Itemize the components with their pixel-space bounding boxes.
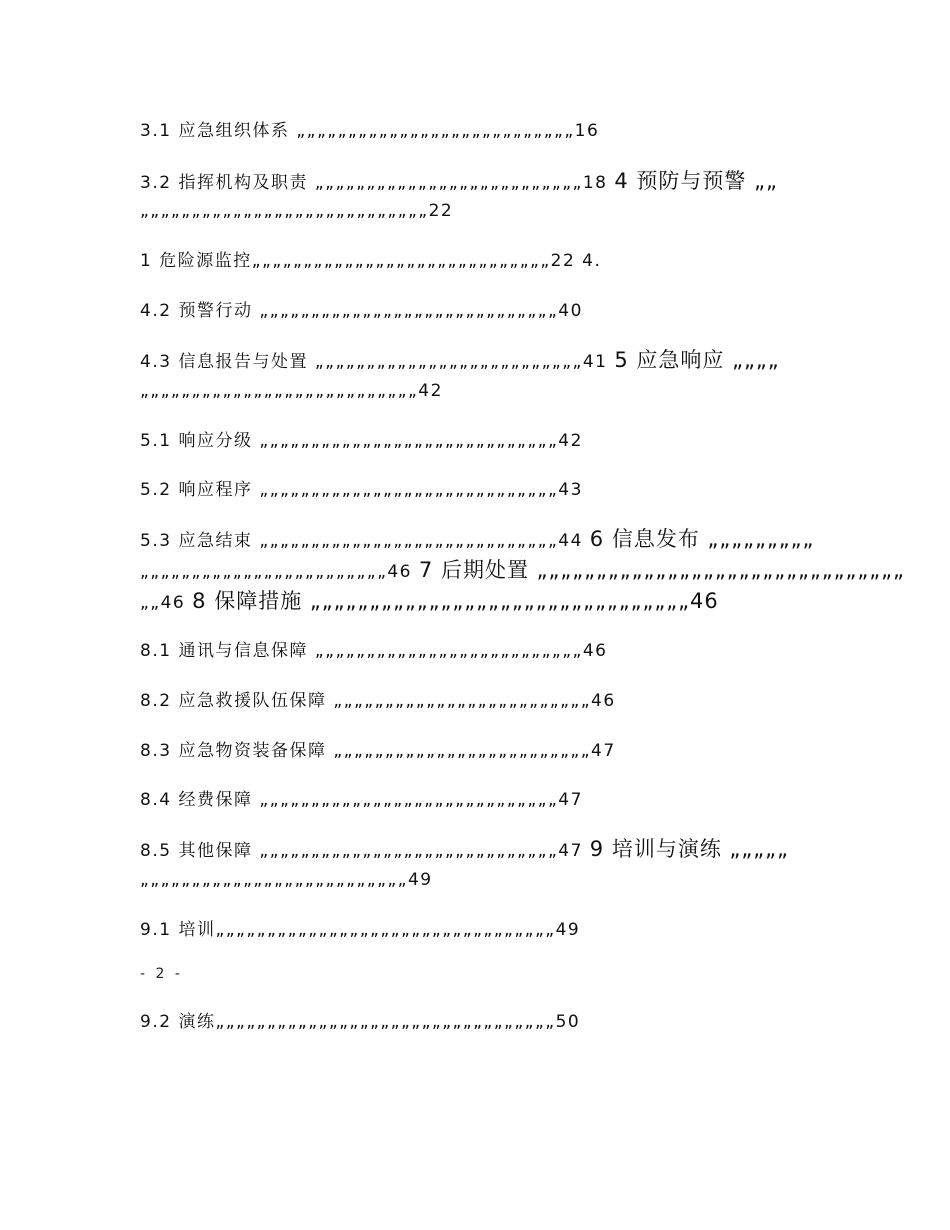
toc-entry-5-2 <box>140 479 820 501</box>
toc-entry-3-2-continued <box>140 200 820 222</box>
toc-entry-9-2 <box>140 1011 820 1033</box>
toc-entry-text: 3.2 指挥机构及职责 „„„„„„„„„„„„„„„„„„„„„„„„„„18 <box>140 173 615 193</box>
toc-chapter-heading: 9 培训与演练 „„„„„ <box>589 837 789 861</box>
toc-entry-text: „„„„„„„„„„„„„„„„„„„„„„„„„„„„22 <box>140 201 454 221</box>
toc-entry-8-2 <box>140 690 820 712</box>
toc-entry-8-5 <box>140 838 820 862</box>
toc-entry-text: 8.5 其他保障 „„„„„„„„„„„„„„„„„„„„„„„„„„„„„47 <box>140 841 590 861</box>
toc-entry-3-1 <box>140 120 820 142</box>
toc-entry-text: 4.3 信息报告与处置 „„„„„„„„„„„„„„„„„„„„„„„„„„41 <box>140 352 615 372</box>
toc-chapter-heading: 5 应急响应 „„„„ <box>614 348 780 372</box>
toc-chapter-heading: 7 后期处置 „„„„„„„„„„„„„„„„„„„„„„„„„„„„„„„ <box>418 558 905 582</box>
toc-entry-text: 8.2 应急救援队伍保障 „„„„„„„„„„„„„„„„„„„„„„„„„46 <box>140 691 616 711</box>
toc-entry-5-3 <box>140 528 820 552</box>
toc-entry-6-continued <box>140 558 905 583</box>
toc-entry-text: 8.3 应急物资装备保障 „„„„„„„„„„„„„„„„„„„„„„„„„47 <box>140 741 616 761</box>
toc-entry-8-1 <box>140 640 820 662</box>
toc-entry-text: 8.1 通讯与信息保障 „„„„„„„„„„„„„„„„„„„„„„„„„„46 <box>140 641 608 661</box>
toc-entry-text: 8.4 经费保障 „„„„„„„„„„„„„„„„„„„„„„„„„„„„„47 <box>140 790 583 810</box>
toc-chapter-heading: 6 信息发布 „„„„„„„„„ <box>589 527 815 551</box>
toc-entry-5-1 <box>140 430 820 452</box>
toc-entry-4-3 <box>140 349 820 373</box>
toc-chapter-heading: 4 预防与预警 „„ <box>614 169 778 193</box>
toc-entry-text: 9.2 演练„„„„„„„„„„„„„„„„„„„„„„„„„„„„„„„„„50 <box>140 1012 581 1032</box>
toc-entry-4-3-continued <box>140 380 820 402</box>
toc-entry-text: 5.1 响应分级 „„„„„„„„„„„„„„„„„„„„„„„„„„„„„42 <box>140 431 583 451</box>
toc-entry-text: 9.1 培训„„„„„„„„„„„„„„„„„„„„„„„„„„„„„„„„„49 <box>140 920 581 940</box>
toc-entry-4-2 <box>140 300 820 322</box>
toc-entry-7-continued <box>140 590 820 614</box>
toc-entry-4-1 <box>140 250 820 272</box>
toc-entry-8-3 <box>140 740 820 762</box>
toc-entry-text: „„46 <box>140 593 193 613</box>
toc-entry-text: 4.2 预警行动 „„„„„„„„„„„„„„„„„„„„„„„„„„„„„40 <box>140 301 583 321</box>
toc-chapter-heading: 8 保障措施 „„„„„„„„„„„„„„„„„„„„„„„„„„„„„„„„46 <box>192 589 719 613</box>
toc-entry-9-continued <box>140 869 820 891</box>
toc-entry-text: 5.3 应急结束 „„„„„„„„„„„„„„„„„„„„„„„„„„„„„44 <box>140 531 590 551</box>
toc-entry-8-4 <box>140 789 820 811</box>
page-number: - 2 - <box>140 966 183 982</box>
toc-entry-text: „„„„„„„„„„„„„„„„„„„„„„„„„„49 <box>140 870 433 890</box>
toc-entry-text: 1 危险源监控„„„„„„„„„„„„„„„„„„„„„„„„„„„„„22 4. <box>140 251 602 271</box>
toc-entry-3-2 <box>140 170 820 194</box>
toc-entry-9-1 <box>140 919 820 941</box>
toc-entry-text: „„„„„„„„„„„„„„„„„„„„„„„„46 <box>140 562 419 582</box>
toc-entry-text: 3.1 应急组织体系 „„„„„„„„„„„„„„„„„„„„„„„„„„„16 <box>140 121 600 141</box>
toc-entry-text: 5.2 响应程序 „„„„„„„„„„„„„„„„„„„„„„„„„„„„„43 <box>140 480 583 500</box>
toc-entry-text: „„„„„„„„„„„„„„„„„„„„„„„„„„„42 <box>140 381 443 401</box>
